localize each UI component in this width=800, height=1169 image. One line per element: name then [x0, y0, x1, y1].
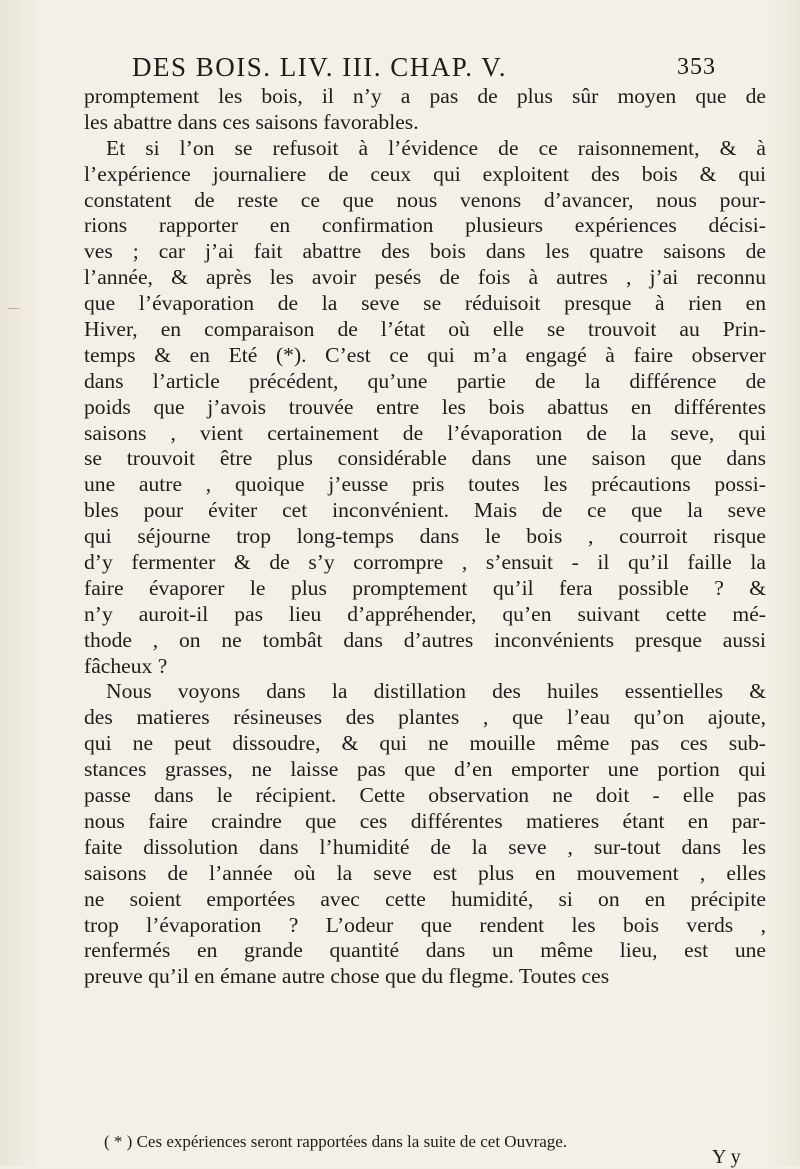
text-line: qui séjourne trop long-temps dans le bois , courroit risque [84, 524, 766, 549]
text-line: que l’évaporation de la seve se réduisoit presque à rien en [84, 291, 766, 316]
text-line: faire évaporer le plus promptement qu’il fera possible ? & [84, 575, 766, 600]
footnote: ( * ) Ces expériences seront rapportées dans la suite de cet Ouvrage. [104, 1132, 568, 1151]
margin-mark [8, 308, 20, 309]
body-text [84, 84, 766, 990]
text-line: trop l’évaporation ? L’odeur que rendent les bois verds , [84, 912, 766, 937]
text-line: ves ; car j’ai fait abattre des bois dans les quatre saisons de [84, 239, 766, 264]
text-line: Nous voyons dans la distillation des huiles essentielles & [106, 679, 766, 704]
text-line: se trouvoit être plus considérable dans une saison que dans [84, 446, 766, 471]
text-line: Et si l’on se refusoit à l’évidence de ce raisonnement, & à [106, 135, 766, 160]
text-line: saisons , vient certainement de l’évaporation de la seve, qui [84, 420, 766, 445]
text-line: saisons de l’année où la seve est plus en mouvement , elles [84, 860, 766, 885]
text-line: preuve qu’il en émane autre chose que du flegme. Toutes ces [84, 964, 610, 989]
text-line: ne soient emportées avec cette humidité, si on en précipite [84, 886, 766, 911]
text-line: d’y fermenter & de s’y corrompre , s’ensuit - il qu’il faille la [84, 550, 766, 575]
text-line: l’expérience journaliere de ceux qui exploitent des bois & qui [84, 161, 766, 186]
running-title: DES BOIS. LIV. III. CHAP. V. [132, 52, 508, 82]
text-line: les abattre dans ces saisons favorables. [84, 109, 419, 134]
text-line: dans l’article précédent, qu’une partie de la différence de [84, 368, 766, 393]
text-line: des matieres résineuses des plantes , que l’eau qu’on ajoute, [84, 705, 766, 730]
text-line: thode , on ne tombât dans d’autres inconvénients presque aussi [84, 627, 766, 652]
signature-mark: Y y [712, 1146, 741, 1168]
text-line: bles pour éviter cet inconvénient. Mais de ce que la seve [84, 498, 766, 523]
text-line: temps & en Eté (*). C’est ce qui m’a engagé à faire observer [84, 342, 766, 367]
text-line: Hiver, en comparaison de l’état où elle se trouvoit au Prin- [84, 317, 766, 342]
text-line: stances grasses, ne laisse pas que d’en emporter une portion qui [84, 757, 766, 782]
text-line: passe dans le récipient. Cette observation ne doit - elle pas [84, 783, 766, 808]
running-header [132, 52, 716, 88]
text-line: poids que j’avois trouvée entre les bois abattus en différentes [84, 394, 766, 419]
text-line: rions rapporter en confirmation plusieurs expériences décisi- [84, 213, 766, 238]
text-line: qui ne peut dissoudre, & qui ne mouille même pas ces sub- [84, 731, 766, 756]
text-line: l’année, & après les avoir pesés de fois à autres , j’ai reconnu [84, 265, 766, 290]
page-number: 353 [677, 54, 716, 80]
text-line: n’y auroit-il pas lieu d’appréhender, qu’en suivant cette mé- [84, 601, 766, 626]
text-line: faite dissolution dans l’humidité de la seve , sur-tout dans les [84, 834, 766, 859]
text-line: renfermés en grande quantité dans un même lieu, est une [84, 938, 766, 963]
text-line: nous faire craindre que ces différentes matieres étant en par- [84, 808, 766, 833]
text-line: fâcheux ? [84, 653, 168, 678]
text-line: une autre , quoique j’eusse pris toutes les précautions possi- [84, 472, 766, 497]
text-line: constatent de reste ce que nous venons d’avancer, nous pour- [84, 187, 766, 212]
text-line: promptement les bois, il n’y a pas de plus sûr moyen que de [84, 84, 766, 108]
